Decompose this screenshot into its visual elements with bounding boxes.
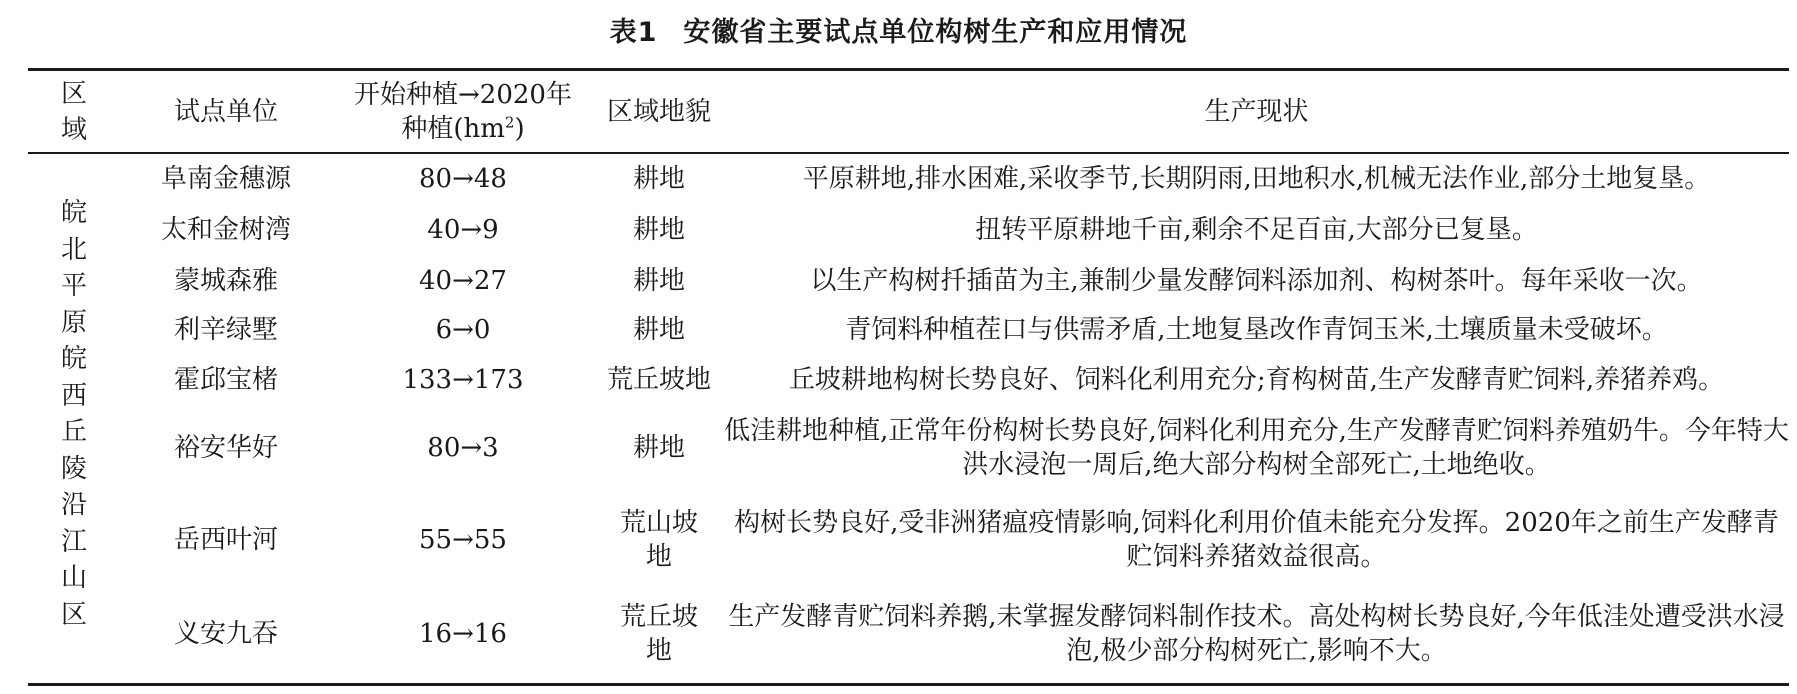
region-west-hills: [61, 341, 87, 487]
table-caption: [0, 10, 1797, 49]
row-3-unit: 蒙城森雅: [173, 266, 278, 296]
row-2-terrain: 耕地: [632, 215, 685, 245]
row-1-status: 平原耕地,排水困难,采收季节,长期阴雨,田地积水,机械无法作业,部分土地复垦。: [802, 164, 1711, 194]
header-terrain: 区域地貌: [606, 97, 711, 127]
row-6-status: 低洼耕地种植,正常年份构树长势良好,饲料化利用充分,生产发酵青贮饲料养殖奶牛。今年特大洪水浸泡一周后,绝大部分构树全部死亡,土地绝收。: [724, 416, 1789, 480]
row-8-status: 生产发酵青贮饲料养鹅,未掌握发酵饲料制作技术。高处构树长势良好,今年低洼处遭受洪水浸泡,极少部分构树死亡,影响不大。: [728, 602, 1785, 666]
row-7-status: 构树长势良好,受非洲猪瘟疫情影响,饲料化利用价值未能充分发挥。2020年之前生产发酵青贮饲料养猪效益很高。: [734, 508, 1779, 572]
region-char: 皖: [60, 344, 87, 374]
row-6-unit: 裕安华好: [173, 433, 278, 463]
row-8-unit: 义安九吞: [173, 619, 278, 649]
row-8-terrain: 荒丘坡地: [620, 602, 699, 666]
row-3-planting: 40→27: [419, 266, 507, 296]
row-5-unit: 霍邱宝楮: [173, 365, 278, 395]
row-6-planting: 80→3: [427, 433, 499, 463]
row-4-terrain: 耕地: [632, 315, 685, 345]
header-planting-line2: [401, 112, 524, 146]
header-status: 生产现状: [1204, 97, 1309, 127]
region-char: 江: [60, 526, 87, 557]
row-1-planting: 80→48: [419, 164, 507, 194]
row-6-terrain: 耕地: [632, 433, 685, 463]
region-char: 皖: [60, 198, 87, 228]
row-4-planting: 6→0: [435, 315, 491, 345]
header-planting-unit: 种植(hm: [401, 114, 505, 144]
row-7-planting: 55→55: [419, 525, 507, 555]
region-char: 丘: [60, 417, 87, 447]
region-char: 区: [60, 599, 87, 630]
row-7-terrain: 荒山坡地: [620, 508, 699, 572]
row-7-unit: 岳西叶河: [173, 525, 278, 555]
row-1-terrain: 耕地: [632, 164, 685, 194]
row-3-status: 以生产构树扦插苗为主,兼制少量发酵饲料添加剂、构树茶叶。每年采收一次。: [810, 266, 1703, 296]
region-riverside-mountains: [61, 487, 87, 633]
row-8-planting: 16→16: [419, 619, 507, 649]
row-3-terrain: 耕地: [632, 266, 685, 296]
region-char: 沿: [60, 490, 87, 520]
header-planting-close: ): [514, 114, 525, 144]
header-planting-area: [332, 72, 594, 152]
table-title: 安徽省主要试点单位构树生产和应用情况: [683, 17, 1188, 48]
region-north-plain: [61, 195, 87, 341]
row-2-unit: 太和金树湾: [160, 215, 291, 245]
header-rule: [28, 152, 1789, 154]
header-unit: 试点单位: [173, 97, 278, 127]
region-char: 陵: [60, 453, 87, 484]
region-char: 平: [60, 271, 87, 301]
row-5-terrain: 荒丘坡地: [606, 365, 711, 395]
row-4-status: 青饲料种植茬口与供需矛盾,土地复垦改作青饲玉米,土壤质量未受破坏。: [845, 315, 1668, 345]
row-4-unit: 利辛绿墅: [173, 315, 278, 345]
table-number: 表1: [609, 17, 658, 48]
region-char: 山: [60, 563, 87, 593]
header-region: [28, 72, 120, 152]
row-5-status: 丘坡耕地构树长势良好、饲料化利用充分;育构树苗,生产发酵青贮饲料,养猪养鸡。: [788, 365, 1725, 395]
region-column: [28, 195, 120, 633]
region-char: 北: [60, 234, 87, 265]
row-1-unit: 阜南金穗源: [160, 164, 291, 194]
row-2-planting: 40→9: [427, 215, 499, 245]
row-5-planting: 133→173: [402, 365, 524, 395]
bottom-rule: [28, 683, 1789, 686]
header-planting-line1: 开始种植→2020年: [354, 80, 572, 110]
row-2-status: 扭转平原耕地千亩,剩余不足百亩,大部分已复垦。: [975, 215, 1538, 245]
top-rule: [28, 68, 1789, 71]
region-char: 原: [60, 307, 87, 338]
region-char: 西: [60, 380, 87, 411]
header-region-char: 区: [60, 79, 87, 109]
header-planting-sup: 2: [504, 113, 515, 132]
header-region-char: 域: [60, 115, 87, 145]
